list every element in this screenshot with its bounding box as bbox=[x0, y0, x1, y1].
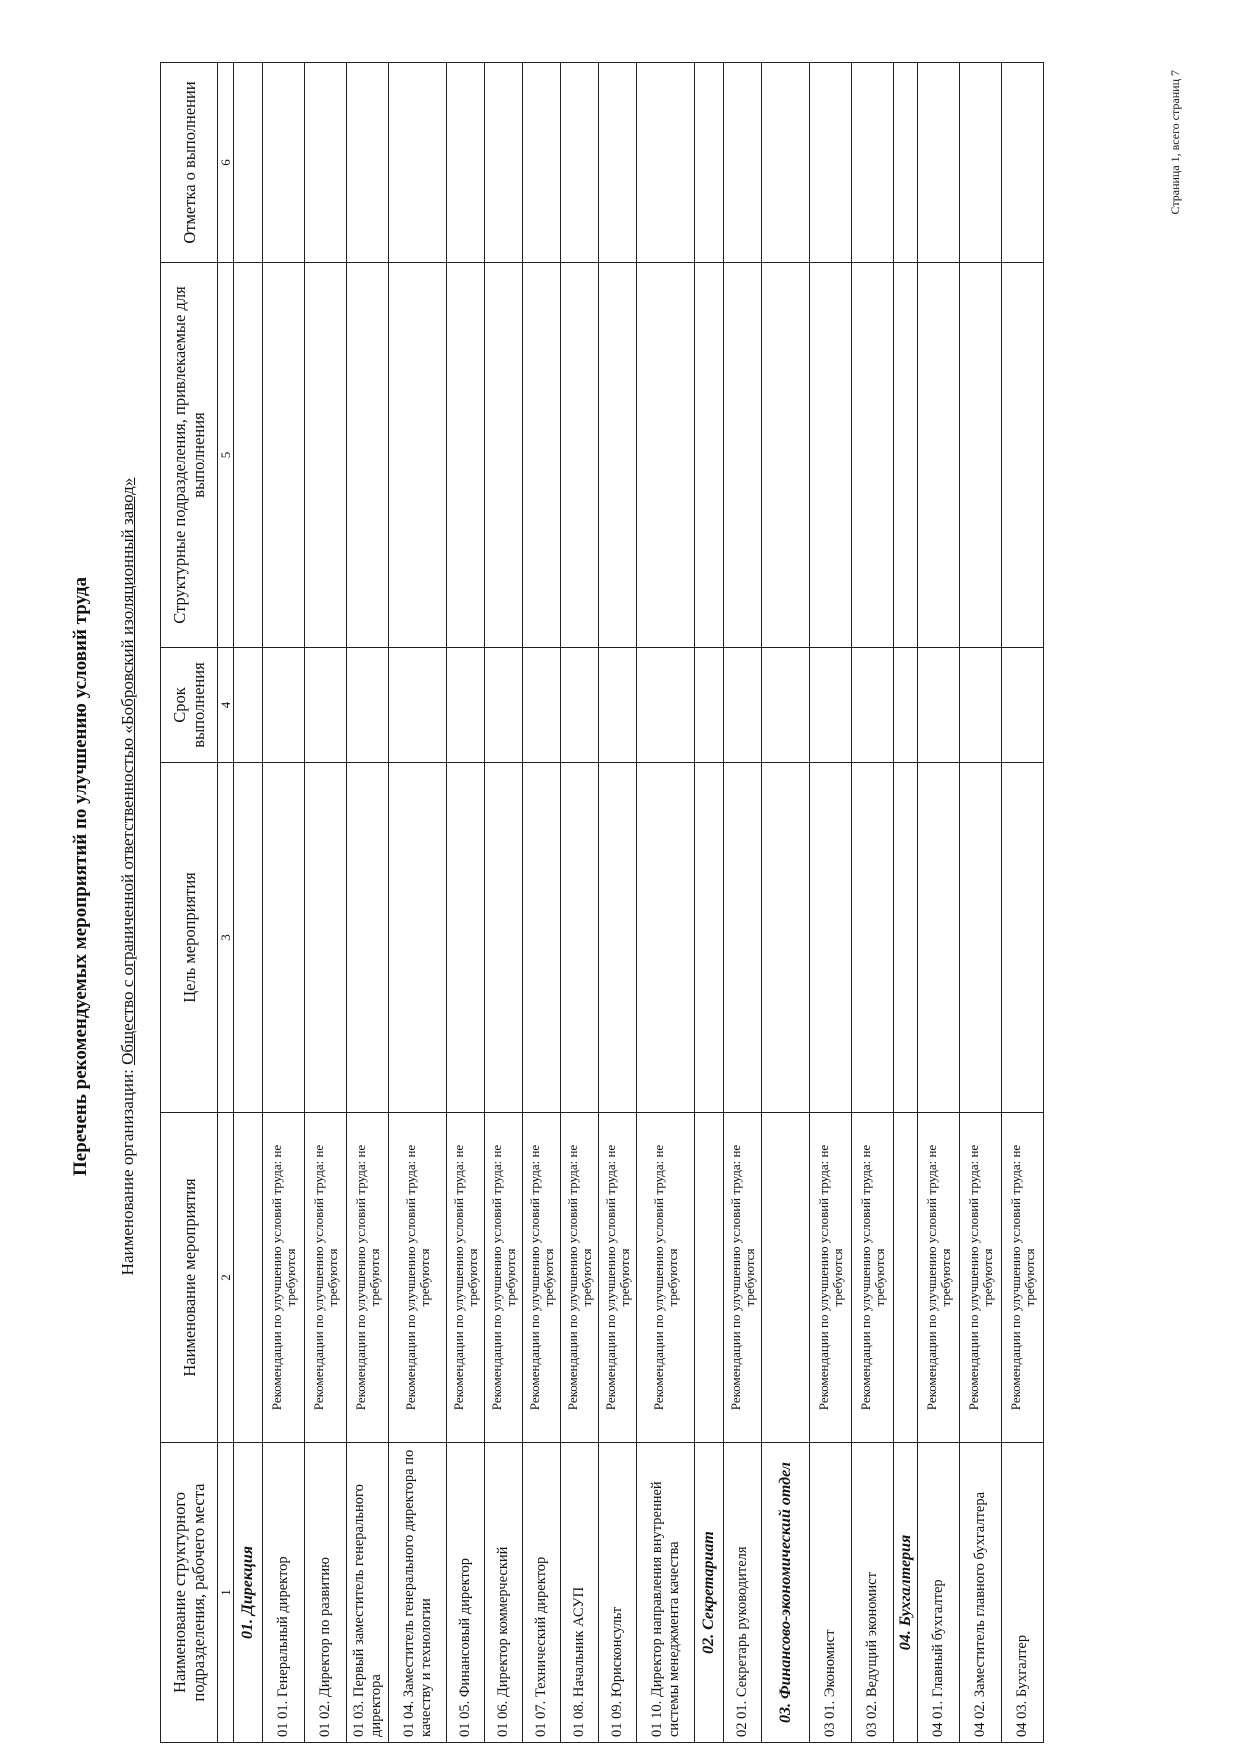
empty-cell bbox=[637, 263, 695, 648]
empty-cell bbox=[852, 763, 894, 1113]
workplace-name: 04 01. Главный бухгалтер bbox=[918, 1443, 960, 1743]
workplace-name: 01 01. Генеральный директор bbox=[263, 1443, 305, 1743]
workplace-name: 01 05. Финансовый директор bbox=[447, 1443, 485, 1743]
header-structural-unit: Наименование структурного подразделения, рабочего места bbox=[161, 1443, 218, 1743]
measure-name: Рекомендации по улучшению условий труда: не требуются bbox=[1002, 1113, 1044, 1443]
table-row bbox=[389, 63, 447, 1743]
empty-cell bbox=[724, 763, 762, 1113]
empty-cell bbox=[523, 648, 561, 763]
empty-cell bbox=[561, 648, 599, 763]
empty-cell bbox=[347, 763, 389, 1113]
table-row bbox=[724, 63, 762, 1743]
empty-cell bbox=[810, 648, 852, 763]
section-row bbox=[695, 63, 724, 1743]
empty-cell bbox=[695, 1113, 724, 1443]
empty-cell bbox=[918, 648, 960, 763]
empty-cell bbox=[305, 263, 347, 648]
empty-cell bbox=[724, 63, 762, 263]
section-title: 04. Бухгалтерия bbox=[894, 1443, 918, 1743]
table-row bbox=[810, 63, 852, 1743]
section-title: 03. Финансово-экономический отдел bbox=[762, 1443, 810, 1743]
empty-cell bbox=[599, 63, 637, 263]
empty-cell bbox=[762, 648, 810, 763]
table-row bbox=[485, 63, 523, 1743]
empty-cell bbox=[447, 763, 485, 1113]
table-row bbox=[561, 63, 599, 1743]
workplace-name: 02 01. Секретарь руководителя bbox=[724, 1443, 762, 1743]
empty-cell bbox=[852, 263, 894, 648]
measure-name: Рекомендации по улучшению условий труда: не требуются bbox=[724, 1113, 762, 1443]
empty-cell bbox=[305, 648, 347, 763]
empty-cell bbox=[960, 63, 1002, 263]
empty-cell bbox=[918, 63, 960, 263]
empty-cell bbox=[894, 63, 918, 263]
empty-cell bbox=[637, 648, 695, 763]
measure-name: Рекомендации по улучшению условий труда: не требуются bbox=[810, 1113, 852, 1443]
table-row bbox=[347, 63, 389, 1743]
table-row bbox=[599, 63, 637, 1743]
empty-cell bbox=[234, 763, 263, 1113]
measure-name: Рекомендации по улучшению условий труда: не требуются bbox=[960, 1113, 1002, 1443]
empty-cell bbox=[263, 648, 305, 763]
empty-cell bbox=[561, 263, 599, 648]
workplace-name: 03 02. Ведущий экономист bbox=[852, 1443, 894, 1743]
organization-name: Общество с ограниченной ответственностью «Бобровский изоляционный завод» bbox=[118, 477, 137, 1065]
empty-cell bbox=[695, 263, 724, 648]
column-number: 5 bbox=[218, 263, 234, 648]
empty-cell bbox=[234, 263, 263, 648]
empty-cell bbox=[960, 263, 1002, 648]
measures-table bbox=[160, 62, 1044, 1743]
empty-cell bbox=[894, 763, 918, 1113]
workplace-name: 03 01. Экономист bbox=[810, 1443, 852, 1743]
empty-cell bbox=[523, 63, 561, 263]
empty-cell bbox=[762, 763, 810, 1113]
empty-cell bbox=[637, 763, 695, 1113]
measure-name: Рекомендации по улучшению условий труда: не требуются bbox=[347, 1113, 389, 1443]
header-measure-goal: Цель мероприятия bbox=[161, 763, 218, 1113]
header-completion-mark: Отметка о выполнении bbox=[161, 63, 218, 263]
table-row bbox=[1002, 63, 1044, 1743]
empty-cell bbox=[695, 763, 724, 1113]
empty-cell bbox=[599, 763, 637, 1113]
measure-name: Рекомендации по улучшению условий труда: не требуются bbox=[918, 1113, 960, 1443]
empty-cell bbox=[852, 648, 894, 763]
empty-cell bbox=[762, 63, 810, 263]
empty-cell bbox=[960, 648, 1002, 763]
measure-name: Рекомендации по улучшению условий труда: не требуются bbox=[447, 1113, 485, 1443]
empty-cell bbox=[447, 648, 485, 763]
empty-cell bbox=[347, 648, 389, 763]
empty-cell bbox=[561, 763, 599, 1113]
empty-cell bbox=[724, 648, 762, 763]
column-number: 1 bbox=[218, 1443, 234, 1743]
column-number: 2 bbox=[218, 1113, 234, 1443]
empty-cell bbox=[447, 63, 485, 263]
table-row bbox=[852, 63, 894, 1743]
measure-name: Рекомендации по улучшению условий труда: не требуются bbox=[852, 1113, 894, 1443]
table-row bbox=[960, 63, 1002, 1743]
empty-cell bbox=[447, 263, 485, 648]
section-title: 01. Дирекция bbox=[234, 1443, 263, 1743]
table-row bbox=[263, 63, 305, 1743]
empty-cell bbox=[918, 763, 960, 1113]
document-title: Перечень рекомендуемых мероприятий по улучшению условий труда bbox=[70, 577, 91, 1176]
empty-cell bbox=[695, 648, 724, 763]
table-row bbox=[918, 63, 960, 1743]
column-number: 6 bbox=[218, 63, 234, 263]
header-involved-units: Структурные подразделения, привлекаемые для выполнения bbox=[161, 263, 218, 648]
workplace-name: 01 04. Заместитель генерального директора по качеству и технологии bbox=[389, 1443, 447, 1743]
workplace-name: 01 08. Начальник АСУП bbox=[561, 1443, 599, 1743]
measure-name: Рекомендации по улучшению условий труда: не требуются bbox=[263, 1113, 305, 1443]
measure-name: Рекомендации по улучшению условий труда: не требуются bbox=[305, 1113, 347, 1443]
workplace-name: 01 06. Директор коммерческий bbox=[485, 1443, 523, 1743]
empty-cell bbox=[523, 263, 561, 648]
workplace-name: 01 10. Директор направления внутренней системы менеджмента качества bbox=[637, 1443, 695, 1743]
header-deadline: Срок выполнения bbox=[161, 648, 218, 763]
workplace-name: 01 03. Первый заместитель генерального директора bbox=[347, 1443, 389, 1743]
empty-cell bbox=[485, 63, 523, 263]
measure-name: Рекомендации по улучшению условий труда: не требуются bbox=[523, 1113, 561, 1443]
section-row bbox=[894, 63, 918, 1743]
empty-cell bbox=[234, 648, 263, 763]
empty-cell bbox=[263, 263, 305, 648]
measure-name: Рекомендации по улучшению условий труда: не требуются bbox=[485, 1113, 523, 1443]
column-number-row bbox=[218, 63, 234, 1743]
empty-cell bbox=[485, 648, 523, 763]
empty-cell bbox=[485, 263, 523, 648]
empty-cell bbox=[234, 63, 263, 263]
empty-cell bbox=[523, 763, 561, 1113]
empty-cell bbox=[389, 63, 447, 263]
empty-cell bbox=[894, 648, 918, 763]
measure-name: Рекомендации по улучшению условий труда: не требуются bbox=[599, 1113, 637, 1443]
workplace-name: 01 07. Технический директор bbox=[523, 1443, 561, 1743]
workplace-name: 01 02. Директор по развитию bbox=[305, 1443, 347, 1743]
empty-cell bbox=[810, 763, 852, 1113]
empty-cell bbox=[695, 63, 724, 263]
organization-line bbox=[118, 0, 138, 1753]
empty-cell bbox=[347, 263, 389, 648]
workplace-name: 04 03. Бухгалтер bbox=[1002, 1443, 1044, 1743]
workplace-name: 01 09. Юрисконсульт bbox=[599, 1443, 637, 1743]
table-row bbox=[637, 63, 695, 1743]
empty-cell bbox=[263, 763, 305, 1113]
empty-cell bbox=[918, 263, 960, 648]
empty-cell bbox=[561, 63, 599, 263]
measure-name: Рекомендации по улучшению условий труда: не требуются bbox=[389, 1113, 447, 1443]
empty-cell bbox=[305, 63, 347, 263]
section-row bbox=[234, 63, 263, 1743]
column-number: 4 bbox=[218, 648, 234, 763]
empty-cell bbox=[347, 63, 389, 263]
table-row bbox=[305, 63, 347, 1743]
empty-cell bbox=[894, 263, 918, 648]
measure-name: Рекомендации по улучшению условий труда: не требуются bbox=[561, 1113, 599, 1443]
empty-cell bbox=[762, 263, 810, 648]
empty-cell bbox=[263, 63, 305, 263]
empty-cell bbox=[852, 63, 894, 263]
section-row bbox=[762, 63, 810, 1743]
empty-cell bbox=[637, 63, 695, 263]
page-footer: Страница 1, всего страниц 7 bbox=[1168, 70, 1182, 215]
empty-cell bbox=[599, 263, 637, 648]
empty-cell bbox=[1002, 263, 1044, 648]
section-title: 02. Секретариат bbox=[695, 1443, 724, 1743]
empty-cell bbox=[389, 648, 447, 763]
header-row bbox=[161, 63, 218, 1743]
empty-cell bbox=[810, 63, 852, 263]
empty-cell bbox=[389, 763, 447, 1113]
table-row bbox=[447, 63, 485, 1743]
empty-cell bbox=[485, 763, 523, 1113]
workplace-name: 04 02. Заместитель главного бухгалтера bbox=[960, 1443, 1002, 1743]
empty-cell bbox=[234, 1113, 263, 1443]
empty-cell bbox=[389, 263, 447, 648]
empty-cell bbox=[762, 1113, 810, 1443]
empty-cell bbox=[1002, 63, 1044, 263]
measure-name: Рекомендации по улучшению условий труда: не требуются bbox=[637, 1113, 695, 1443]
header-measure-name: Наименование мероприятия bbox=[161, 1113, 218, 1443]
empty-cell bbox=[724, 263, 762, 648]
organization-label: Наименование организации: bbox=[118, 1069, 137, 1276]
empty-cell bbox=[305, 763, 347, 1113]
table-row bbox=[523, 63, 561, 1743]
empty-cell bbox=[894, 1113, 918, 1443]
empty-cell bbox=[810, 263, 852, 648]
empty-cell bbox=[960, 763, 1002, 1113]
empty-cell bbox=[599, 648, 637, 763]
empty-cell bbox=[1002, 648, 1044, 763]
column-number: 3 bbox=[218, 763, 234, 1113]
empty-cell bbox=[1002, 763, 1044, 1113]
